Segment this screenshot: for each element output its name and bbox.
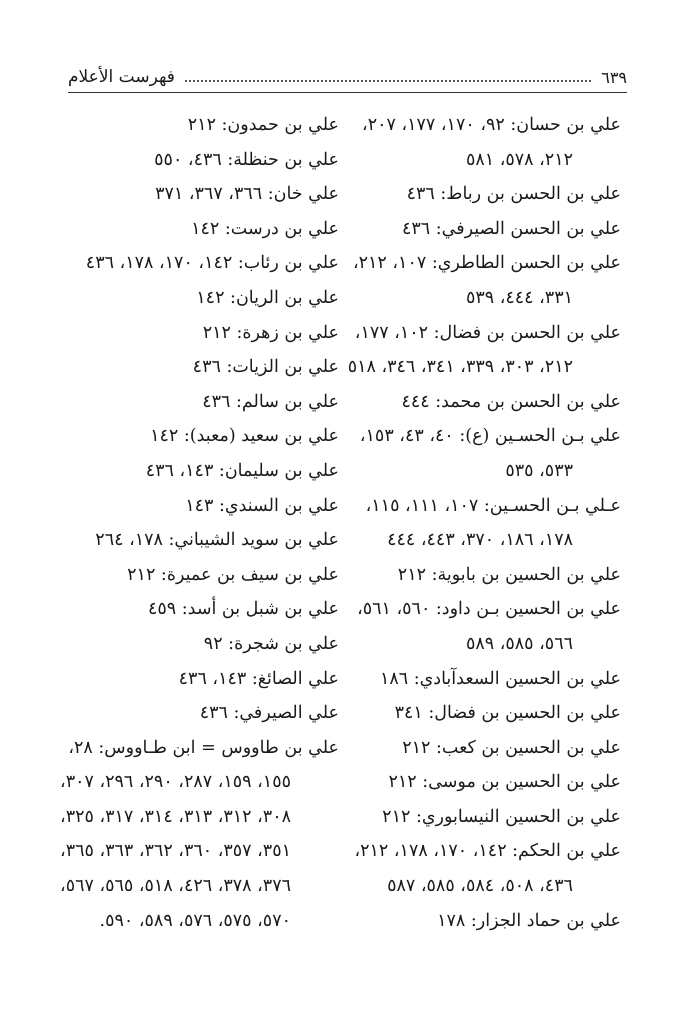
index-entry: علي بن سيف بن عميرة: ٢١٢ bbox=[127, 564, 339, 585]
index-entry: علي بن الحسن الطاطري: ١٠٧، ٢١٢، bbox=[352, 253, 621, 274]
index-column-left bbox=[54, 108, 339, 938]
header-rule bbox=[68, 92, 627, 93]
index-entry: علي بن شبل بن أسد: ٤٥٩ bbox=[147, 599, 339, 620]
index-entry: علي خان: ٣٦٦، ٣٦٧، ٣٧١ bbox=[155, 184, 339, 205]
index-entry: علي بن الحسين السعدآبادي: ١٨٦ bbox=[379, 668, 621, 689]
index-entry: علي بن حماد الجزار: ١٧٨ bbox=[437, 910, 621, 931]
index-entry: علي بن الحسين بن بابوية: ٢١٢ bbox=[397, 564, 621, 585]
index-entry: علي بن حمدون: ٢١٢ bbox=[187, 115, 339, 135]
index-entry: علي بن الحسين النيسابوري: ٢١٢ bbox=[382, 806, 621, 827]
index-entry: علي بن الحسن بن محمد: ٤٤٤ bbox=[401, 391, 621, 412]
index-entry: علي الصيرفي: ٤٣٦ bbox=[199, 703, 339, 724]
index-entry: علي بن السندي: ١٤٣ bbox=[185, 495, 339, 516]
index-entry-continuation: ٤٣٦، ٥٠٨، ٥٨٤، ٥٨٥، ٥٨٧ bbox=[387, 876, 573, 897]
index-entry: علي بن الريان: ١٤٢ bbox=[196, 287, 339, 308]
index-entry: علي بن سويد الشيباني: ١٧٨، ٢٦٤ bbox=[95, 530, 339, 551]
index-entry: عـلي بـن الحسـين: ١٠٧، ١١١، ١١٥، bbox=[365, 495, 621, 516]
index-entry: علي بن زهرة: ٢١٢ bbox=[202, 322, 339, 343]
section-title: فهرست الأعلام bbox=[68, 67, 175, 87]
index-entry-continuation: ٣٠٨، ٣١٢، ٣١٣، ٣١٤، ٣١٧، ٣٢٥، bbox=[60, 806, 291, 827]
index-entry: علي بن الحسين بن فضال: ٣٤١ bbox=[394, 703, 621, 724]
index-entry-continuation: ١٧٨، ١٨٦، ٣٧٠، ٤٤٣، ٤٤٤ bbox=[387, 530, 573, 551]
index-entry-continuation: ٣٥١، ٣٥٧، ٣٦٠، ٣٦٢، ٣٦٣، ٣٦٥، bbox=[60, 841, 291, 862]
index-entry: علي بن حنظلة: ٤٣٦، ٥٥٠ bbox=[154, 149, 339, 170]
index-entry: علي بن الزيات: ٤٣٦ bbox=[192, 357, 339, 378]
index-entry: علي الصائغ: ١٤٣، ٤٣٦ bbox=[178, 668, 339, 689]
page-number: ٦٣٩ bbox=[601, 67, 627, 87]
index-entry-continuation: ١٥٥، ١٥٩، ٢٨٧، ٢٩٠، ٢٩٦، ٣٠٧، bbox=[60, 772, 291, 793]
dot-leader bbox=[185, 80, 591, 82]
index-entry: علي بن سليمان: ١٤٣، ٤٣٦ bbox=[145, 460, 339, 481]
index-entry: علي بن سعيد (معبد): ١٤٢ bbox=[150, 426, 339, 447]
index-entry-continuation: ٢١٢، ٥٧٨، ٥٨١ bbox=[465, 149, 573, 170]
index-entry: علي بن رئاب: ١٤٢، ١٧٠، ١٧٨، ٤٣٦ bbox=[85, 253, 339, 274]
index-entry: علي بن الحسين بـن داود: ٥٦٠، ٥٦١، bbox=[357, 599, 621, 620]
index-entry: علي بن الحسن بن رباط: ٤٣٦ bbox=[406, 184, 621, 205]
index-entry: علي بن الحكم: ١٤٢، ١٧٠، ١٧٨، ٢١٢، bbox=[354, 841, 621, 862]
index-entry-continuation: ٥٧٠، ٥٧٥، ٥٧٦، ٥٨٩، ٥٩٠. bbox=[99, 910, 291, 931]
index-entry: علي بن شجرة: ٩٢ bbox=[203, 633, 339, 654]
index-entry: علي بن سالم: ٤٣٦ bbox=[202, 391, 339, 412]
index-column-right bbox=[331, 108, 621, 938]
running-header bbox=[68, 64, 627, 90]
index-entry: علي بـن الحسـين (ع): ٤٠، ٤٣، ١٥٣، bbox=[359, 426, 621, 447]
index-entry-continuation: ٥٦٦، ٥٨٥، ٥٨٩ bbox=[465, 633, 573, 654]
index-entry-continuation: ٣٣١، ٤٤٤، ٥٣٩ bbox=[465, 287, 573, 308]
index-entry: علي بن درست: ١٤٢ bbox=[191, 218, 339, 239]
index-entry-continuation: ٢١٢، ٣٠٣، ٣٣٩، ٣٤١، ٣٤٦، ٥١٨ bbox=[347, 357, 573, 378]
index-entry-continuation: ٣٧٦، ٣٧٨، ٤٢٦، ٥١٨، ٥٦٥، ٥٦٧، bbox=[60, 876, 291, 897]
index-entry: علي بن الحسين بن موسى: ٢١٢ bbox=[388, 772, 621, 793]
index-entry: علي بن حسان: ٩٢، ١٧٠، ١٧٧، ٢٠٧، bbox=[362, 115, 621, 135]
index-entry: علي بن الحسن بن فضال: ١٠٢، ١٧٧، bbox=[354, 322, 621, 343]
index-entry: علي بن الحسن الصيرفي: ٤٣٦ bbox=[401, 218, 621, 239]
index-entry-continuation: ٥٣٣، ٥٣٥ bbox=[505, 460, 573, 481]
index-entry: علي بن الحسين بن كعب: ٢١٢ bbox=[402, 737, 621, 758]
index-entry: علي بن طاووس = ابن طـاووس: ٢٨، bbox=[68, 737, 339, 758]
